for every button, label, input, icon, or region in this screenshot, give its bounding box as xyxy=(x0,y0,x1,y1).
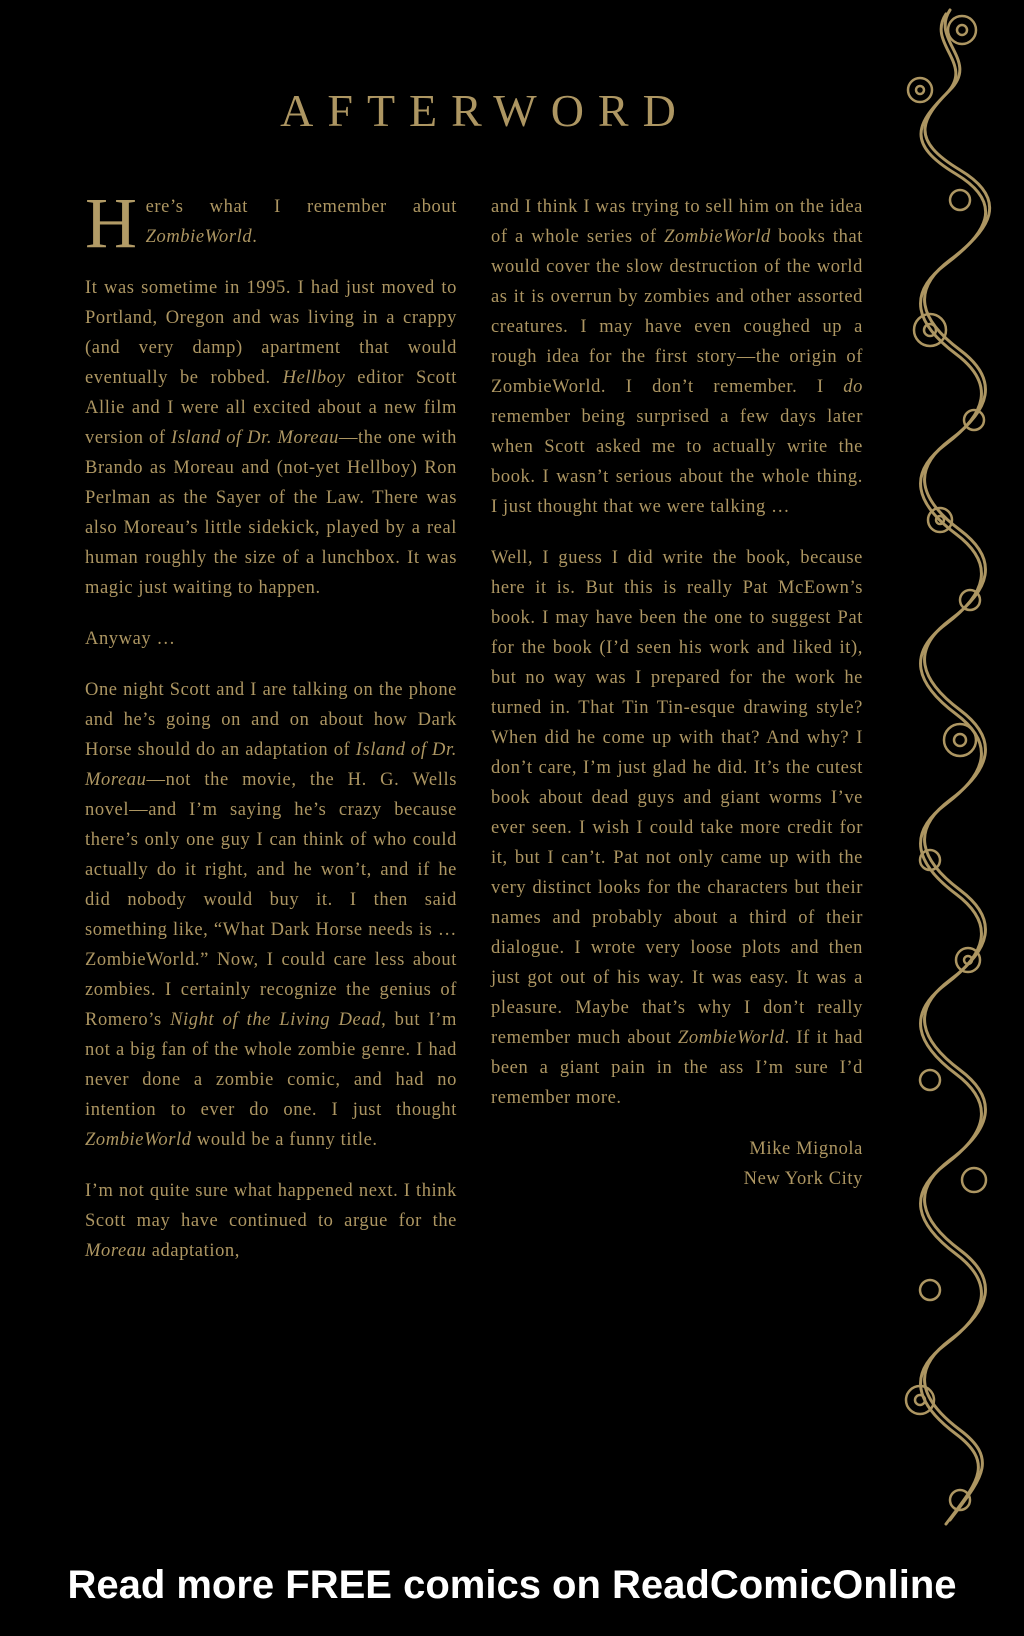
paragraph xyxy=(85,183,457,263)
text-span: I’m not quite sure what happened next. I think Scott may have continued to argue for the xyxy=(85,1181,457,1231)
text-span: One night Scott and I are talking on the phone and he’s going on and on about how Dark Horse should do an adaptation of xyxy=(85,680,457,760)
signature-name: Mike Mignola xyxy=(749,1139,863,1159)
left-column xyxy=(85,183,458,1287)
text-span: ere’s what I remember about xyxy=(145,197,457,217)
right-column xyxy=(491,192,863,1194)
italic-title: Hellboy xyxy=(282,368,346,388)
signature-place: New York City xyxy=(743,1169,863,1189)
text-span: remember being surprised a few days later when Scott asked me to actually write the book. I wasn’t serious about the whole thing. I just thought that we were talking … xyxy=(491,407,863,517)
paragraph xyxy=(491,543,863,1113)
text-span: editor Scott Allie and I were all excited about a new film version of xyxy=(85,368,458,448)
italic-emphasis: do xyxy=(843,377,863,397)
italic-title: ZombieWorld xyxy=(145,227,253,247)
text-span: , but I’m not a big fan of the whole zombie genre. I had never done a zombie comic, and had no intention to ever do one. I just thought xyxy=(85,1010,457,1120)
paragraph xyxy=(85,675,457,1155)
signature xyxy=(491,1134,863,1194)
paragraph xyxy=(491,192,863,522)
text-span: It was sometime in 1995. I had just moved to Portland, Oregon and was living in a crappy (and very damp) apartment that would eventually be robbed. xyxy=(85,278,457,388)
text-span: would be a funny title. xyxy=(191,1130,378,1150)
text-span: books that would cover the slow destruction of the world as it is overrun by zombies and other assorted creatures. I may have even coughed up a rough idea for the first story—the origin of ZombieWorld. I don’t remember. I xyxy=(491,227,864,397)
drop-cap: H xyxy=(85,183,138,263)
text-span: . xyxy=(252,227,258,247)
page-title: AFTERWORD xyxy=(280,85,690,136)
text-span: —the one with Brando as Moreau and (not-yet Hellboy) Ron Perlman as the Sayer of the Law. There was also Moreau’s little sidekick, played by a real human roughly the size of a lunchbox. It was magic just waiting to happen. xyxy=(85,428,457,598)
italic-title: ZombieWorld xyxy=(85,1130,192,1150)
text-span: —not the movie, the H. G. Wells novel—and I’m saying he’s crazy because there’s only one guy I can think of who could actually do it right, and he won’t, and if he did nobody would buy it. I then said something like, “What Dark Horse needs is … ZombieWorld.” Now, I could care less about zombies. I certainly recognize the genius of Romero’s xyxy=(85,770,457,1030)
text-span: adaptation, xyxy=(146,1241,241,1261)
text-span: . If it had been a giant pain in the ass I’m sure I’d remember more. xyxy=(491,1028,863,1108)
italic-title: ZombieWorld xyxy=(664,227,771,247)
paragraph xyxy=(85,1176,457,1266)
italic-title: Island of Dr. Moreau xyxy=(171,428,339,448)
vine-border-icon xyxy=(890,0,1010,1540)
italic-title: Moreau xyxy=(85,1241,147,1261)
text-span: and I think I was trying to sell him on the idea of a whole series of xyxy=(491,197,863,247)
italic-title: Island of Dr. Moreau xyxy=(85,740,457,790)
italic-title: Night of the Living Dead xyxy=(170,1010,382,1030)
paragraph xyxy=(85,273,457,603)
italic-title: ZombieWorld xyxy=(678,1028,785,1048)
text-span: Well, I guess I did write the book, because here it is. But this is really Pat McEown’s book. I may have been the one to suggest Pat for the book (I’d seen his work and liked it), but no way was I prepared for the work he turned in. That Tin Tin-esque drawing style? When did he come up with that? And why? I don’t care, I’m just glad he did. It’s the cutest book about dead guys and giant worms I’ve ever seen. I wish I could take more credit for it, but I can’t. Pat not only came up with the very distinct looks for the characters but their names and probably about a third of their dialogue. I wrote very loose plots and then just got out of his way. It was easy. It was a pleasure. Maybe that’s why I don’t really remember much about xyxy=(491,548,863,1048)
paragraph: Anyway … xyxy=(85,629,176,649)
promo-banner: Read more FREE comics on ReadComicOnline xyxy=(67,1563,957,1607)
